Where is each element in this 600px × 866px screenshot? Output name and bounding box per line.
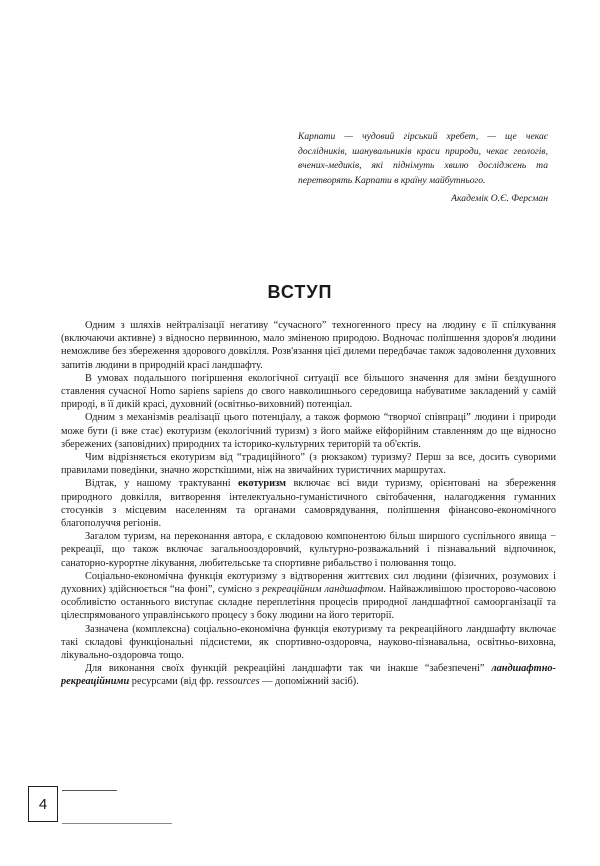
text-run: Соціально-економічна функція екотуризму з відтворення життєвих сил людини (фізичних, розумових і духовних) здійснюється “на фоні”, сумісно з (61, 570, 556, 596)
text-run: Чим відрізняється екотуризм від “традиційного” (з рюкзаком) туризму? Перш за все, досить суворими правилами поведінки, значно жорсткішими, ніж на звичайних туристичних маршрутах. (61, 452, 556, 477)
emphasis-text: рекреаційним ландшафтом (262, 584, 384, 596)
paragraph (61, 570, 556, 623)
page-number: 4 (28, 786, 58, 822)
text-run: Зазначена (комплексна) соціально-економічна функція екотуризму та рекреаційного ландшафту включає такі складові функціональні підсистеми, як спортивно-оздоровча, науково-пізнавальна, освітньо-виховна, лікувально-оздоровча тощо. (61, 623, 556, 662)
footer-rule-top (62, 790, 117, 791)
paragraph (61, 411, 556, 451)
paragraph (61, 530, 556, 570)
text-run: включає всі види туризму, орієнтовані на збереження природного довкілля, витворення інтелектуально-гуманістичного світобачення, налагодження гуманних стосунків з місцевим населенням та органами самоврядування, поліпшення фінансово-економічного благополуччя регіонів. (61, 478, 556, 530)
text-run: Загалом туризм, на переконання автора, є складовою компонентою більш ширшого суспільного явища − рекреації, що також включає загальнооздоровчий, культурно-розважальний і пізнавальний відпочинок, санаторно-курортне лікування, любительське та спортивне рибальство і полювання тощо. (61, 531, 556, 569)
section-title: ВСТУП (267, 282, 333, 302)
text-run: Одним з механізмів реалізації цього потенціалу, а також формою “творчої співпраці” людини і природи може бути (і вже стає) екотуризм (екологічний туризм) з його майже ейфорійним ставленням до ще відносно збережених (заповідних) природних та історико-культурних територій та об'єктів. (61, 412, 556, 450)
text-run: — допоміжний засіб). (259, 676, 359, 688)
text-run: ресурсами (від фр. (129, 676, 217, 688)
epigraph (298, 130, 548, 207)
text-run: В умовах подальшого погіршення екологічної ситуації все більшого значення для зміни бездушного ставлення сучасної Homo sapiens sapiens до свого навколишнього середовища набуватиме закладений у самій природі, в її дикій красі, духовний (освітньо-виховний) потенціал. (61, 372, 556, 411)
paragraph (61, 662, 556, 688)
text-run: Для виконання своїх функцій рекреаційні ландшафти так чи інакше “забезпечені” (85, 663, 492, 675)
paragraph (61, 623, 556, 663)
paragraph (61, 372, 556, 412)
paragraph (61, 477, 556, 530)
emphasis-text: ландшафтно-рекреаційними (61, 663, 556, 688)
epigraph-quote: Карпати — чудовий гірський хребет, — ще чекає дослідників, шанувальників краси природи, чекає геологів, вчених-медиків, які піднімуть хвилю досліджень та перетворять Карпати в країну майбутнього. (298, 131, 548, 186)
text-run: Одним з шляхів нейтралізації негативу “сучасного” техногенного пресу на людину є її спілкування (включаючи активне) з відносно первинною, мало зміненою природою. Водночас поліпшення здоров'я людини неможливе без збереження здорового довкілля. Розв'язання цієї дилеми передбачає також задоволення духовних запитів людини в природній красі ландшафту. (61, 320, 556, 371)
emphasis-text: ressources (216, 676, 260, 688)
footer-rule-bottom (62, 823, 172, 824)
paragraph (61, 451, 556, 477)
paragraph (61, 319, 556, 372)
emphasis-text: екотуризм (237, 478, 287, 490)
epigraph-author: Академік О.Є. Ферсман (451, 193, 548, 205)
text-run: Відтак, у нашому трактуванні (85, 478, 238, 490)
text-run: . Найважливішою просторово-часовою особливістю останнього виступає складне переплетіння процесів природної ландшафтної самоорганізації та цілеспрямованого управлінського процесу з боку людини на його території. (61, 584, 556, 622)
body-text (61, 319, 556, 689)
